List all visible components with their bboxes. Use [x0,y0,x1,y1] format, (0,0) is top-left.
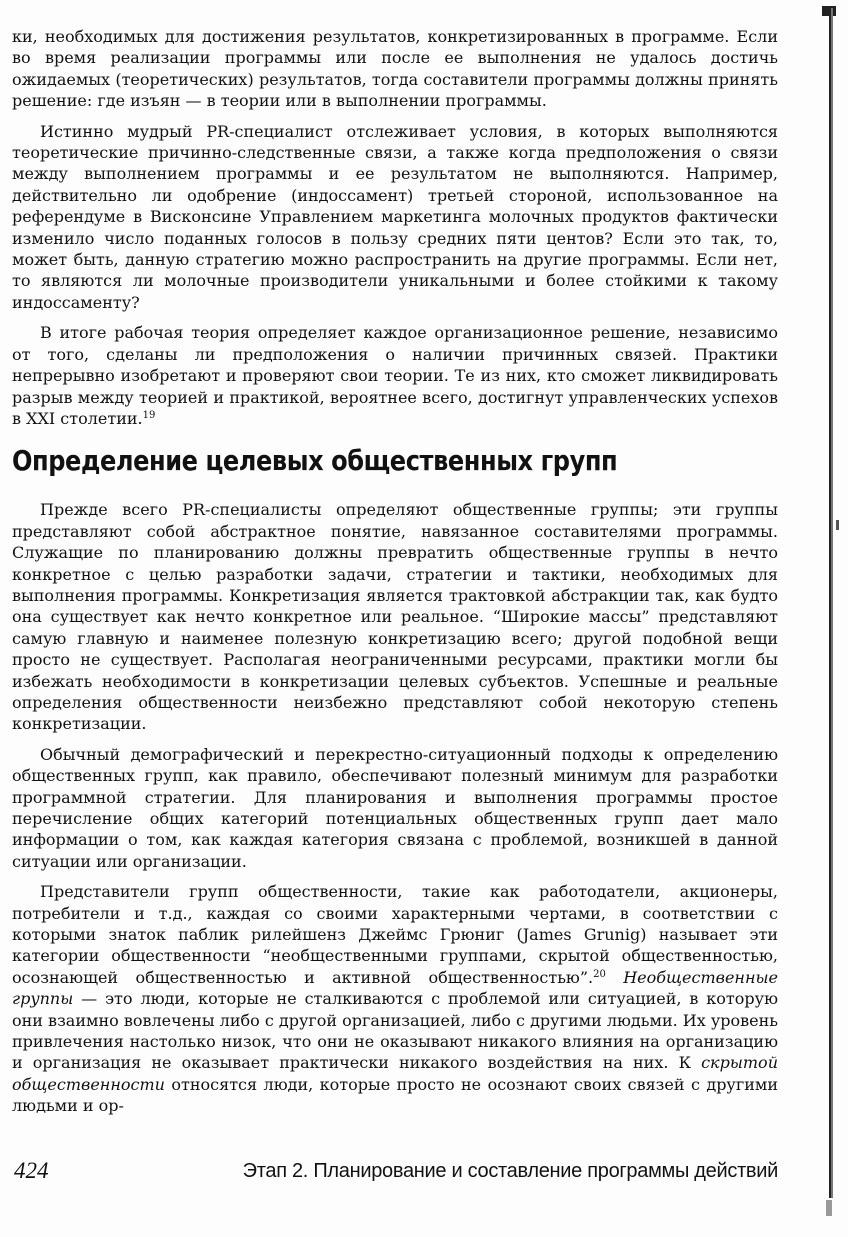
page-number: 424 [14,1158,49,1183]
paragraph-text: Представители групп общественности, такие как работодатели, акционеры, потребители и т.д., каждая со своими характерными чертами, в соответствии с которыми знаток паблик рилейшенз Джеймс Грюниг (James Grunig) называет эти категории общественности “необщественными группами, скрытой общественностью, осознающей общественностью и активной общественностью”. [12,882,778,987]
term-italic: скрытой общественности [12,1053,778,1094]
section-heading: Определение целевых общественных групп [12,444,618,478]
page-edge-shadow [829,8,835,1198]
page-edge-notch [826,1200,832,1216]
footnote-ref: 20 [593,968,606,980]
paragraph-text: В итоге рабочая теория определяет каждое организационное решение, независимо от того, сделаны ли предположения о наличии причинных связей. Практики непрерывно изобретают и проверяют свои теории. Те из них, кто сможет ликвидировать разрыв между теорией и практикой, вероятнее всего, достигнут управленческих успехов в XXI столетии. [12,323,778,428]
text-column [12,26,778,1117]
term-italic: Необщественные группы [12,967,778,1009]
paragraph: Обычный демографический и перекрестно-ситуационный подходы к определению общественных групп, как правило, обеспечивают полезный минимум для разработки программной стратегии. Для планирования и выполнения программы простое перечисление общих категорий потенциальных общественных групп дает мало информации о том, как каждая категория связана с проблемой, возникшей в данной ситуации или организации. [12,744,778,871]
footnote-ref: 19 [142,409,156,421]
page-footer [12,1158,778,1188]
paragraph-text: — это люди, которые не сталкиваются с проблемой или ситуацией, в которую они взаимно вовлечены либо с другой организацией, либо с другими людьми. Их уровень привлечения настолько низок, что они не оказывают никакого влияния на организацию и организация не оказывает практически никакого воздействия на них. К [12,989,778,1073]
paragraph: Прежде всего PR-специалисты определяют общественные группы; эти группы представляют собой абстрактное понятие, навязанное составителями программы. Служащие по планированию должны превратить общественные группы в нечто конкретное с целью разработки задачи, стратегии и тактики, необходимых для выполнения программы. Конкретизация является трактовкой абстракции так, как будто она существует как нечто конкретное или реальное. “Широкие массы” представляют самую главную и наименее полезную конкретизацию всего; другой подобной вещи просто не существует. Располагая неограниченными ресурсами, практики могли бы избежать необходимости в конкретизации целевых субъектов. Успешные и реальные определения общественности неизбежно представляют собой некоторую степень конкретизации. [12,500,778,734]
paragraph-text: относятся люди, которые просто не осознают своих связей с другими людьми и ор- [12,1074,778,1116]
paragraph [12,322,778,429]
running-head: Этап 2. Планирование и составление программы действий [242,1160,778,1182]
paragraph: Истинно мудрый PR-специалист отслеживает условия, в которых выполняются теоретические причинно-следственные связи, а также когда предположения о связи между выполнением программы и ее результатом не выполняются. Например, действительно ли одобрение (индоссамент) третьей стороной, использованное на референдуме в Висконсине Управлением маркетинга молочных продуктов фактически изменило число поданных голосов в пользу средних пяти центов? Если это так, то, может быть, данную стратегию можно распространить на другие программы. Если нет, то являются ли молочные производители уникальными и более стойкими к такому индоссаменту? [12,121,778,312]
page-edge-notch [836,520,839,530]
paragraph [12,881,778,1116]
paragraph: ки, необходимых для достижения результатов, конкретизированных в программе. Если во время реализации программы или после ее выполнения не удалось достичь ожидаемых (теоретических) результатов, тогда составители программы должны принять решение: где изъян — в теории или в выполнении программы. [12,27,778,111]
